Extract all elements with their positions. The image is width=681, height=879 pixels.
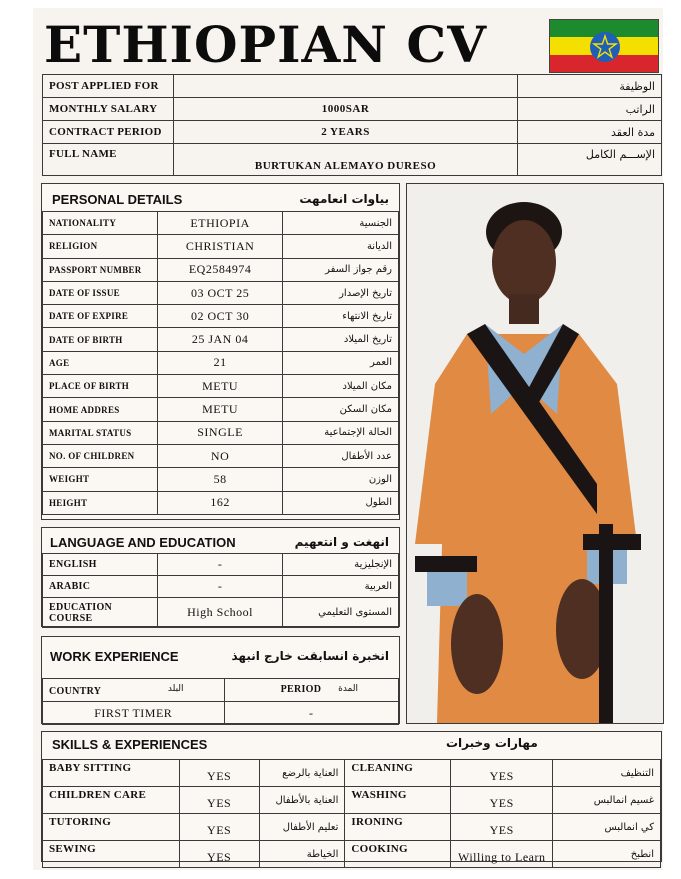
- personal-label-ar: الوزن: [283, 468, 399, 491]
- personal-label-ar: الحالة الإجتماعية: [283, 421, 399, 444]
- skill-value: YES: [179, 841, 259, 868]
- personal-label: WEIGHT: [43, 468, 158, 491]
- personal-details-table: [42, 211, 399, 515]
- personal-row: [43, 258, 399, 281]
- personal-value: 21: [157, 351, 283, 374]
- header-label: CONTRACT PERIOD: [43, 121, 174, 144]
- header-label-ar: مدة العقد: [518, 121, 662, 144]
- header-label: MONTHLY SALARY: [43, 98, 174, 121]
- work-period-value: -: [224, 702, 398, 725]
- personal-value: METU: [157, 398, 283, 421]
- personal-value: ETHIOPIA: [157, 212, 283, 235]
- language-label: ENGLISH: [43, 554, 158, 576]
- personal-label-ar: الطول: [283, 491, 399, 514]
- skill-value: YES: [451, 814, 553, 841]
- skill-row: [43, 814, 661, 841]
- work-period-header: [224, 679, 398, 702]
- language-label-ar: العربية: [283, 576, 399, 598]
- language-label: ARABIC: [43, 576, 158, 598]
- header-label-ar: الراتب: [518, 98, 662, 121]
- skill-label-ar: العناية بالأطفال: [259, 787, 345, 814]
- personal-row: [43, 491, 399, 514]
- skill-label: WASHING: [345, 787, 451, 814]
- personal-label-ar: تاريخ الإصدار: [283, 281, 399, 304]
- personal-label: PLACE OF BIRTH: [43, 375, 158, 398]
- personal-details-title: PERSONAL DETAILS: [52, 192, 183, 207]
- work-period-label-ar: المدة: [338, 684, 358, 694]
- personal-label: PASSPORT NUMBER: [43, 258, 158, 281]
- skills-title: SKILLS & EXPERIENCES: [52, 737, 208, 752]
- header-value: 2 YEARS: [173, 121, 517, 144]
- personal-row: [43, 375, 399, 398]
- skill-value: YES: [451, 760, 553, 787]
- skill-label: TUTORING: [43, 814, 180, 841]
- language-education-table: [42, 553, 399, 628]
- header-label: FULL NAME: [43, 144, 174, 176]
- personal-value: SINGLE: [157, 421, 283, 444]
- header-row: [43, 144, 662, 176]
- header-value: [173, 75, 517, 98]
- personal-row: [43, 444, 399, 467]
- personal-row: [43, 351, 399, 374]
- skill-value: YES: [451, 787, 553, 814]
- candidate-photo: [406, 183, 664, 724]
- work-experience-section: [41, 636, 400, 724]
- language-education-title: LANGUAGE AND EDUCATION: [50, 535, 236, 550]
- personal-label: MARITAL STATUS: [43, 421, 158, 444]
- skill-row: [43, 760, 661, 787]
- skills-table: [42, 759, 661, 868]
- personal-details-section: [41, 183, 400, 520]
- personal-label-ar: العمر: [283, 351, 399, 374]
- skills-title-ar: مهارات وخبرات: [446, 736, 538, 750]
- personal-value: EQ2584974: [157, 258, 283, 281]
- personal-label-ar: تاريخ الانتهاء: [283, 305, 399, 328]
- personal-label-ar: الديانة: [283, 235, 399, 258]
- personal-label: DATE OF EXPIRE: [43, 305, 158, 328]
- skill-label-ar: التنظيف: [553, 760, 661, 787]
- personal-label: HOME ADDRES: [43, 398, 158, 421]
- skill-label: SEWING: [43, 841, 180, 868]
- page-title: ETHIOPIAN CV: [44, 15, 487, 74]
- work-country-header: [43, 679, 225, 702]
- personal-label-ar: تاريخ الميلاد: [283, 328, 399, 351]
- work-experience-title: WORK EXPERIENCE: [50, 649, 179, 664]
- language-value: High School: [157, 598, 283, 628]
- personal-label: DATE OF BIRTH: [43, 328, 158, 351]
- personal-label: NATIONALITY: [43, 212, 158, 235]
- skill-label-ar: تعليم الأطفال: [259, 814, 345, 841]
- personal-value: 02 OCT 30: [157, 305, 283, 328]
- language-row: [43, 576, 399, 598]
- skill-value: YES: [179, 787, 259, 814]
- header-row: [43, 75, 662, 98]
- personal-row: [43, 235, 399, 258]
- header-label-ar: الإســـم الكامل: [518, 144, 662, 176]
- header-label: POST APPLIED FOR: [43, 75, 174, 98]
- personal-row: [43, 398, 399, 421]
- header-value: 1000SAR: [173, 98, 517, 121]
- personal-label-ar: رقم جواز السفر: [283, 258, 399, 281]
- header-label-ar: الوظيفة: [518, 75, 662, 98]
- skill-row: [43, 787, 661, 814]
- skill-value: YES: [179, 760, 259, 787]
- star-emblem-icon: [590, 32, 620, 62]
- skill-label-ar: العناية بالرضع: [259, 760, 345, 787]
- header-value: BURTUKAN ALEMAYO DURESO: [173, 144, 517, 176]
- header-info-table: [42, 74, 662, 176]
- skill-label-ar: انطبخ: [553, 841, 661, 868]
- skill-value: Willing to Learn: [451, 841, 553, 868]
- language-row: [43, 598, 399, 628]
- skill-label-ar: الخياطة: [259, 841, 345, 868]
- personal-label: AGE: [43, 351, 158, 374]
- language-value: -: [157, 554, 283, 576]
- personal-value: CHRISTIAN: [157, 235, 283, 258]
- work-experience-title-ar: انخبرة انسابقت خارج انبهذ: [231, 649, 389, 663]
- skills-section: [41, 731, 662, 862]
- personal-label: DATE OF ISSUE: [43, 281, 158, 304]
- language-row: [43, 554, 399, 576]
- header-row: [43, 98, 662, 121]
- skill-label: CHILDREN CARE: [43, 787, 180, 814]
- work-experience-table: [42, 678, 399, 725]
- personal-row: [43, 281, 399, 304]
- personal-value: 25 JAN 04: [157, 328, 283, 351]
- personal-label-ar: مكان الميلاد: [283, 375, 399, 398]
- personal-value: 58: [157, 468, 283, 491]
- personal-label-ar: مكان السكن: [283, 398, 399, 421]
- personal-label: NO. OF CHILDREN: [43, 444, 158, 467]
- work-country-value: FIRST TIMER: [43, 702, 225, 725]
- language-value: -: [157, 576, 283, 598]
- language-label: EDUCATION COURSE: [43, 598, 158, 628]
- skill-label-ar: كي انمالبس: [553, 814, 661, 841]
- skill-label-ar: غسيم انمالبس: [553, 787, 661, 814]
- skill-value: YES: [179, 814, 259, 841]
- personal-value: NO: [157, 444, 283, 467]
- personal-details-title-ar: بياوات انعامهت: [299, 192, 389, 206]
- personal-row: [43, 328, 399, 351]
- language-education-title-ar: انهغت و انتعهيم: [294, 535, 389, 549]
- personal-row: [43, 421, 399, 444]
- language-label-ar: المستوى التعليمي: [283, 598, 399, 628]
- personal-label-ar: الجنسية: [283, 212, 399, 235]
- work-period-label: PERIOD: [280, 684, 322, 695]
- personal-label-ar: عدد الأطفال: [283, 444, 399, 467]
- language-label-ar: الإنجليزية: [283, 554, 399, 576]
- work-country-label: COUNTRY: [49, 686, 102, 697]
- header-row: [43, 121, 662, 144]
- skill-label: CLEANING: [345, 760, 451, 787]
- personal-row: [43, 212, 399, 235]
- skill-row: [43, 841, 661, 868]
- skill-label: COOKING: [345, 841, 451, 868]
- work-country-label-ar: البلد: [167, 684, 184, 694]
- personal-value: METU: [157, 375, 283, 398]
- ethiopia-flag: [549, 19, 659, 73]
- skill-label: IRONING: [345, 814, 451, 841]
- personal-label: HEIGHT: [43, 491, 158, 514]
- personal-value: 03 OCT 25: [157, 281, 283, 304]
- personal-label: RELIGION: [43, 235, 158, 258]
- personal-row: [43, 468, 399, 491]
- personal-value: 162: [157, 491, 283, 514]
- skill-label: BABY SITTING: [43, 760, 180, 787]
- language-education-section: [41, 527, 400, 627]
- personal-row: [43, 305, 399, 328]
